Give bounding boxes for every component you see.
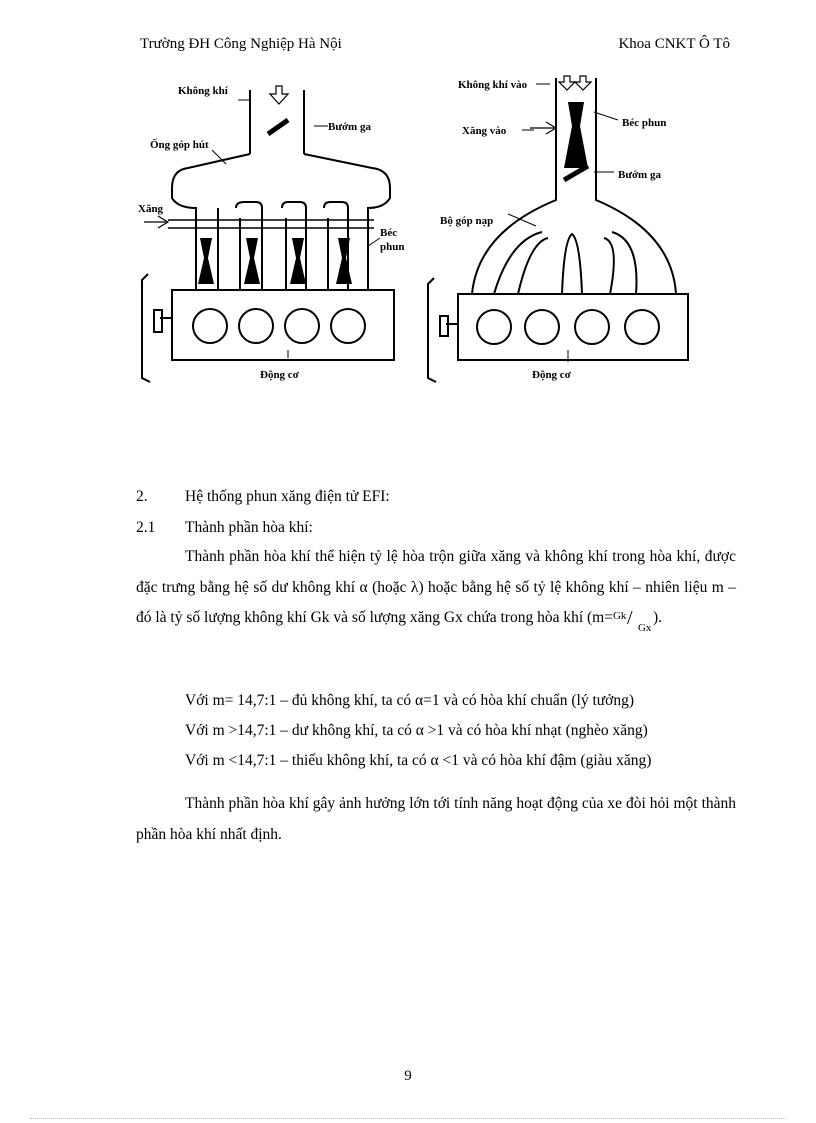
label-intake-manifold: Ống góp hút <box>150 139 209 151</box>
label-injector-1: Béc <box>380 227 398 239</box>
label-fuel: Xăng <box>138 203 164 215</box>
label-throttle: Bướm ga <box>328 121 371 133</box>
subsection-heading <box>136 518 746 538</box>
subsection-number: 2.1 <box>136 519 156 536</box>
page-bottom-rule <box>30 1118 786 1119</box>
label-engine: Động cơ <box>532 369 571 381</box>
label-air-in: Không khí vào <box>458 79 528 91</box>
label-injector: Béc phun <box>622 117 667 129</box>
paragraph-mixture-influence: Thành phần hòa khí gây ảnh hưởng lớn tới tính năng hoạt động của xe đòi hỏi một thành phần hòa khí nhất định. <box>136 795 736 843</box>
label-intake-manifold: Bộ góp nạp <box>440 215 494 227</box>
fraction-gk-gx: Gk / Gx <box>612 607 652 634</box>
section-heading <box>136 487 746 507</box>
figure-singlepoint-injection <box>418 72 708 390</box>
page-number: 9 <box>404 1068 412 1084</box>
section-title: Hệ thống phun xăng điện tử EFI: <box>185 488 390 505</box>
condition-lean: Với m >14,7:1 – dư không khí, ta có α >1 và có hòa khí nhạt (nghèo xăng) <box>185 722 648 739</box>
condition-stoichiometric: Với m= 14,7:1 – đủ không khí, ta có α=1 và có hòa khí chuẩn (lý tưởng) <box>185 692 635 709</box>
paragraph-mixture-definition: Thành phần hòa khí thể hiện tỷ lệ hòa trộn giữa xăng và không khí trong hòa khí, được đặc trưng bằng hệ số dư không khí α (hoặc λ) hoặc bằng hệ số tỷ lệ không khí – nhiên liệu m – đó là tỷ số lượng không khí Gk và số lượng xăng Gx chứa trong hòa khí (m= Gk / Gx ). <box>136 548 736 634</box>
condition-rich: Với m <14,7:1 – thiếu không khí, ta có α <1 và có hòa khí đậm (giàu xăng) <box>185 752 652 769</box>
label-fuel-in: Xăng vào <box>462 125 507 137</box>
header-faculty: Khoa CNKT Ô Tô <box>618 36 730 52</box>
label-throttle: Bướm ga <box>618 169 661 181</box>
label-engine: Động cơ <box>260 369 299 381</box>
label-air: Không khí <box>178 85 228 97</box>
header-school: Trường ĐH Công Nghiệp Hà Nội <box>140 36 342 52</box>
section-number: 2. <box>136 488 148 505</box>
subsection-title: Thành phần hòa khí: <box>185 519 313 536</box>
label-injector-2: phun <box>380 241 405 253</box>
figure-multipoint-injection <box>128 78 418 400</box>
